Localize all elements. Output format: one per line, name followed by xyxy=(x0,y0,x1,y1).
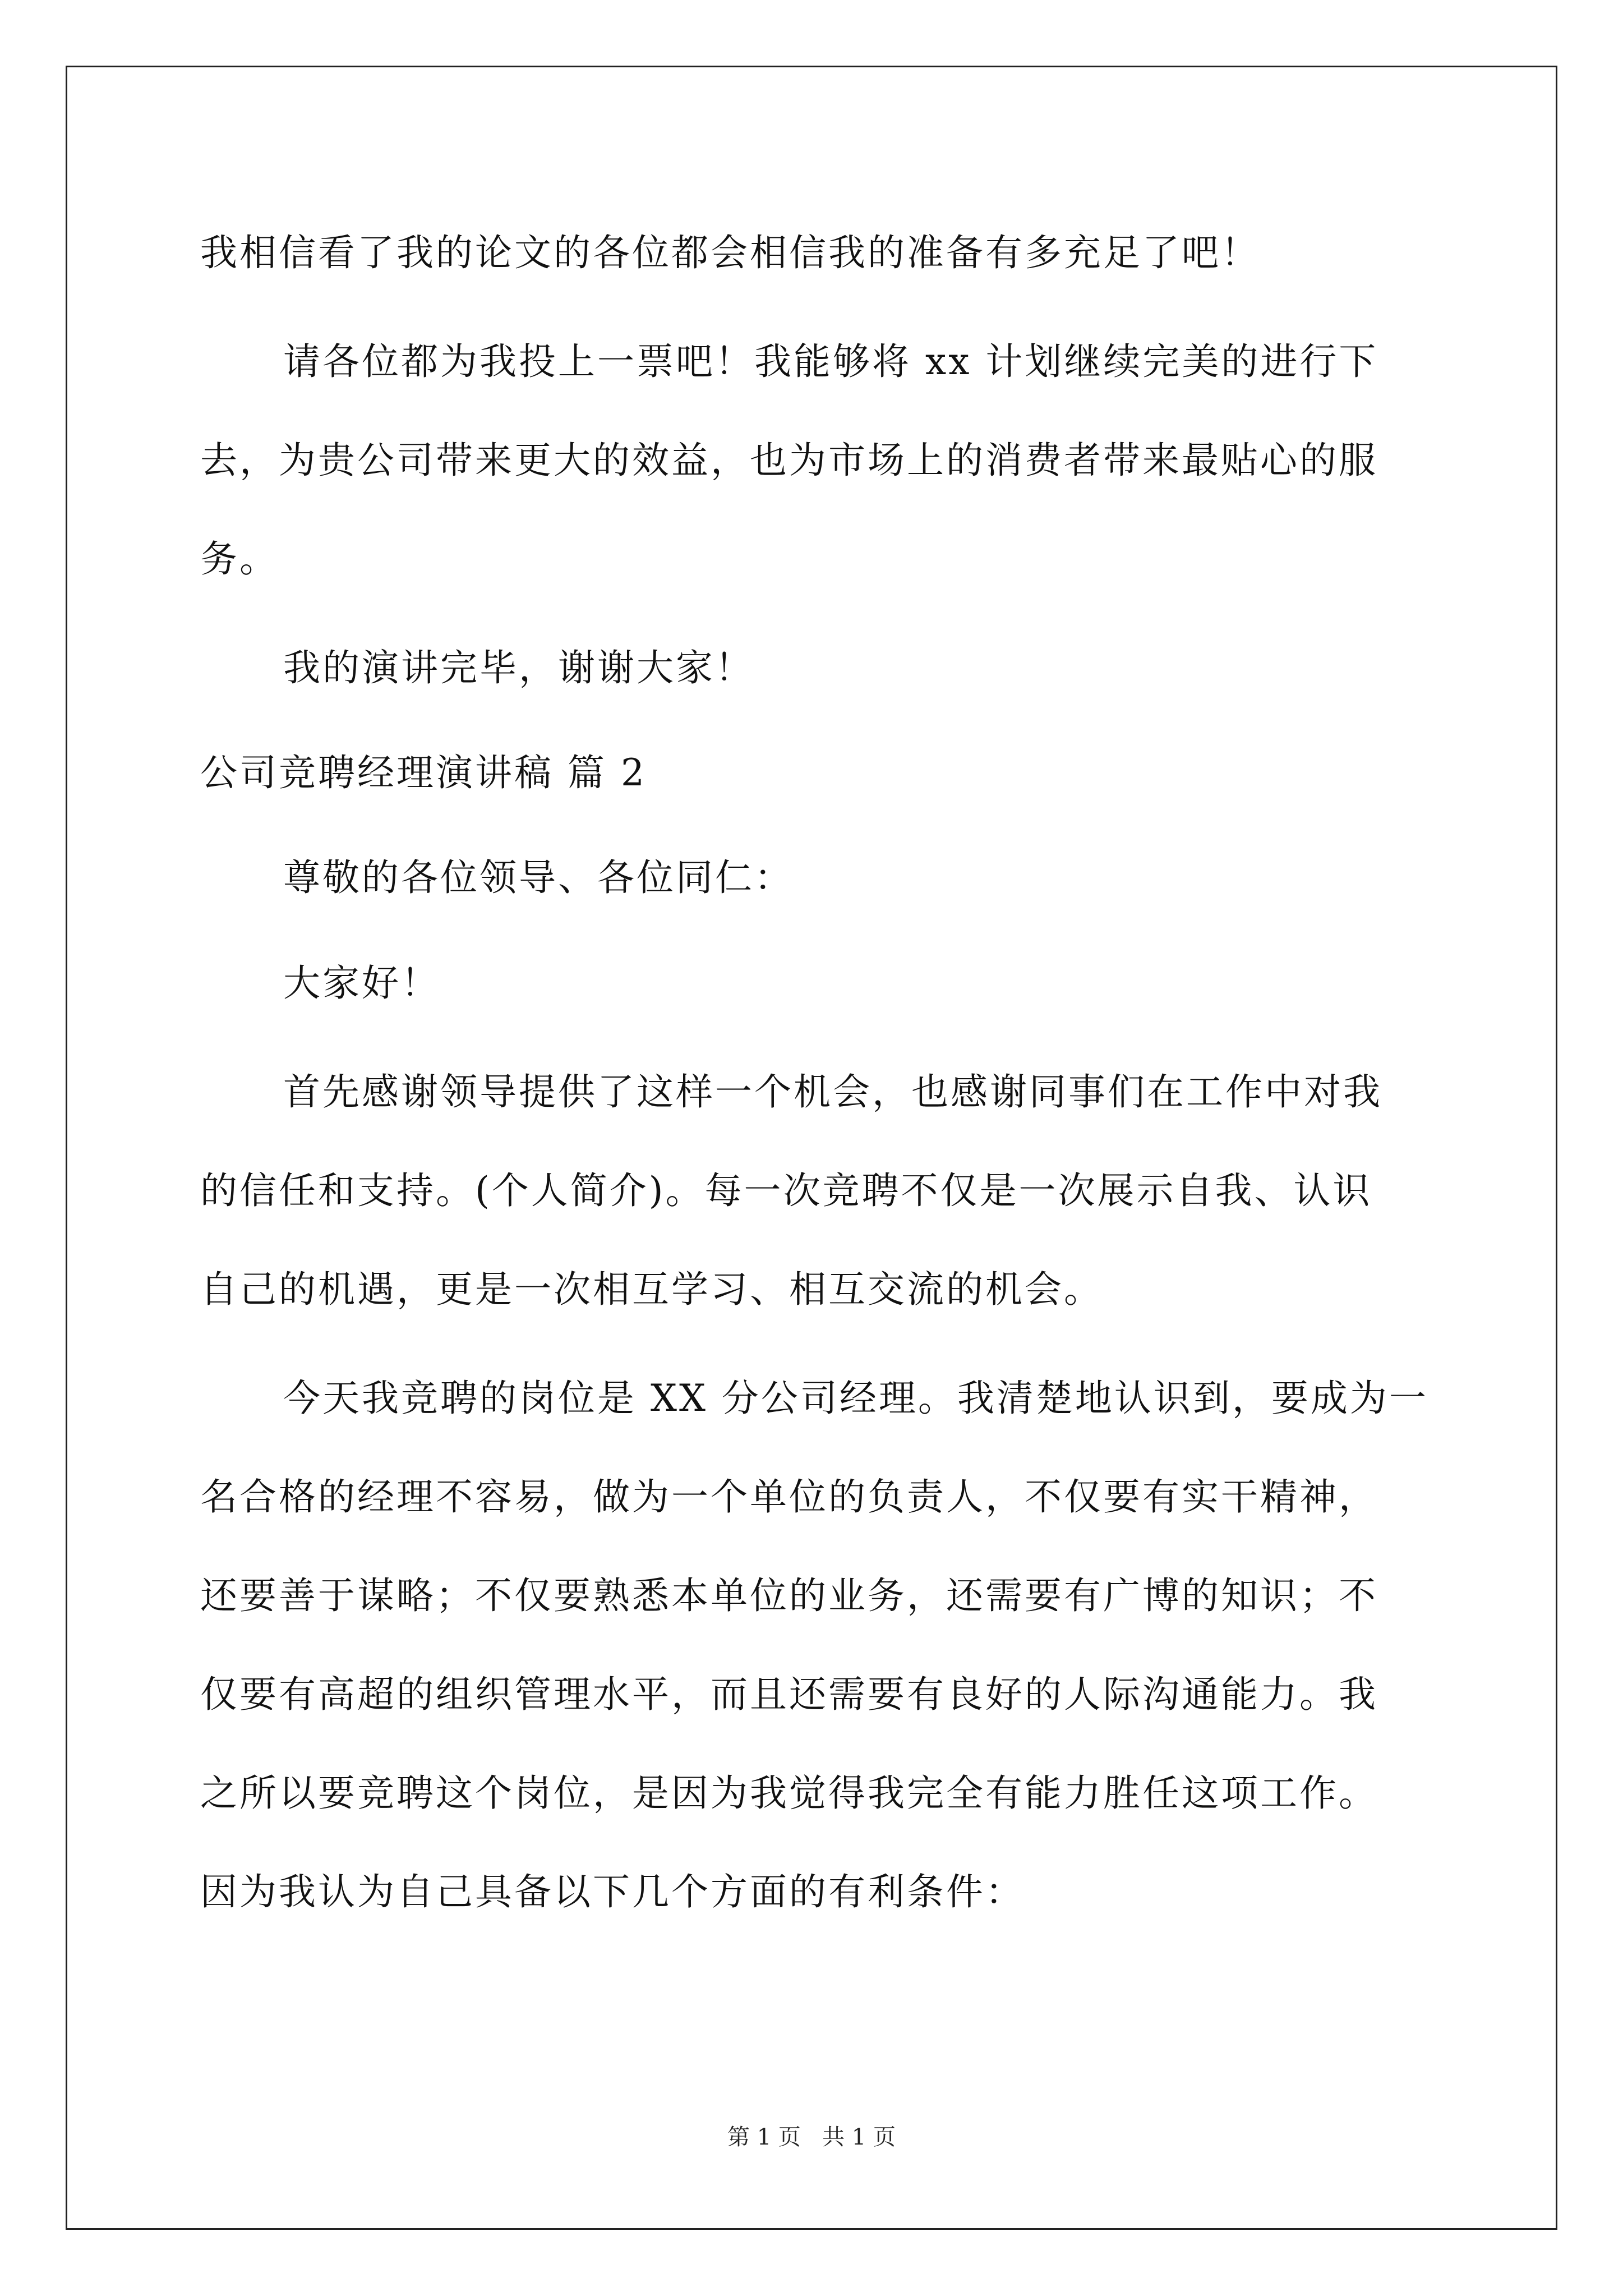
text-line-12: 今天我竞聘的岗位是 XX 分公司经理。我清楚地认识到，要成为一 xyxy=(283,1377,1428,1420)
text-line-4: 务。 xyxy=(200,537,279,581)
text-line-10: 的信任和支持。(个人简介)。每一次竞聘不仅是一次展示自我、认识 xyxy=(200,1169,1372,1212)
text-line-17: 因为我认为自己具备以下几个方面的有利条件： xyxy=(200,1870,1025,1913)
text-line-1: 我相信看了我的论文的各位都会相信我的准备有多充足了吧！ xyxy=(200,231,1260,274)
greeting-line: 大家好！ xyxy=(283,961,440,1005)
text-line-11: 自己的机遇，更是一次相互学习、相互交流的机会。 xyxy=(200,1268,1103,1311)
text-line-5: 我的演讲完毕，谢谢大家！ xyxy=(283,646,754,689)
text-line-13: 名合格的经理不容易，做为一个单位的负责人，不仅要有实干精神， xyxy=(200,1475,1378,1519)
salutation-line: 尊敬的各位领导、各位同仁： xyxy=(283,856,794,899)
text-line-2: 请各位都为我投上一票吧！我能够将 xx 计划继续完美的进行下 xyxy=(283,340,1378,383)
text-line-14: 还要善于谋略；不仅要熟悉本单位的业务，还需要有广博的知识；不 xyxy=(200,1574,1378,1617)
text-line-15: 仅要有高超的组织管理水平，而且还需要有良好的人际沟通能力。我 xyxy=(200,1673,1378,1716)
section-heading: 公司竞聘经理演讲稿 篇 2 xyxy=(200,751,647,794)
text-line-9: 首先感谢领导提供了这样一个机会，也感谢同事们在工作中对我 xyxy=(283,1070,1382,1114)
text-line-3: 去，为贵公司带来更大的效益，也为市场上的消费者带来最贴心的服 xyxy=(200,439,1378,482)
text-line-16: 之所以要竞聘这个岗位，是因为我觉得我完全有能力胜任这项工作。 xyxy=(200,1772,1378,1815)
page-footer: 第 1 页 共 1 页 xyxy=(727,2124,896,2150)
